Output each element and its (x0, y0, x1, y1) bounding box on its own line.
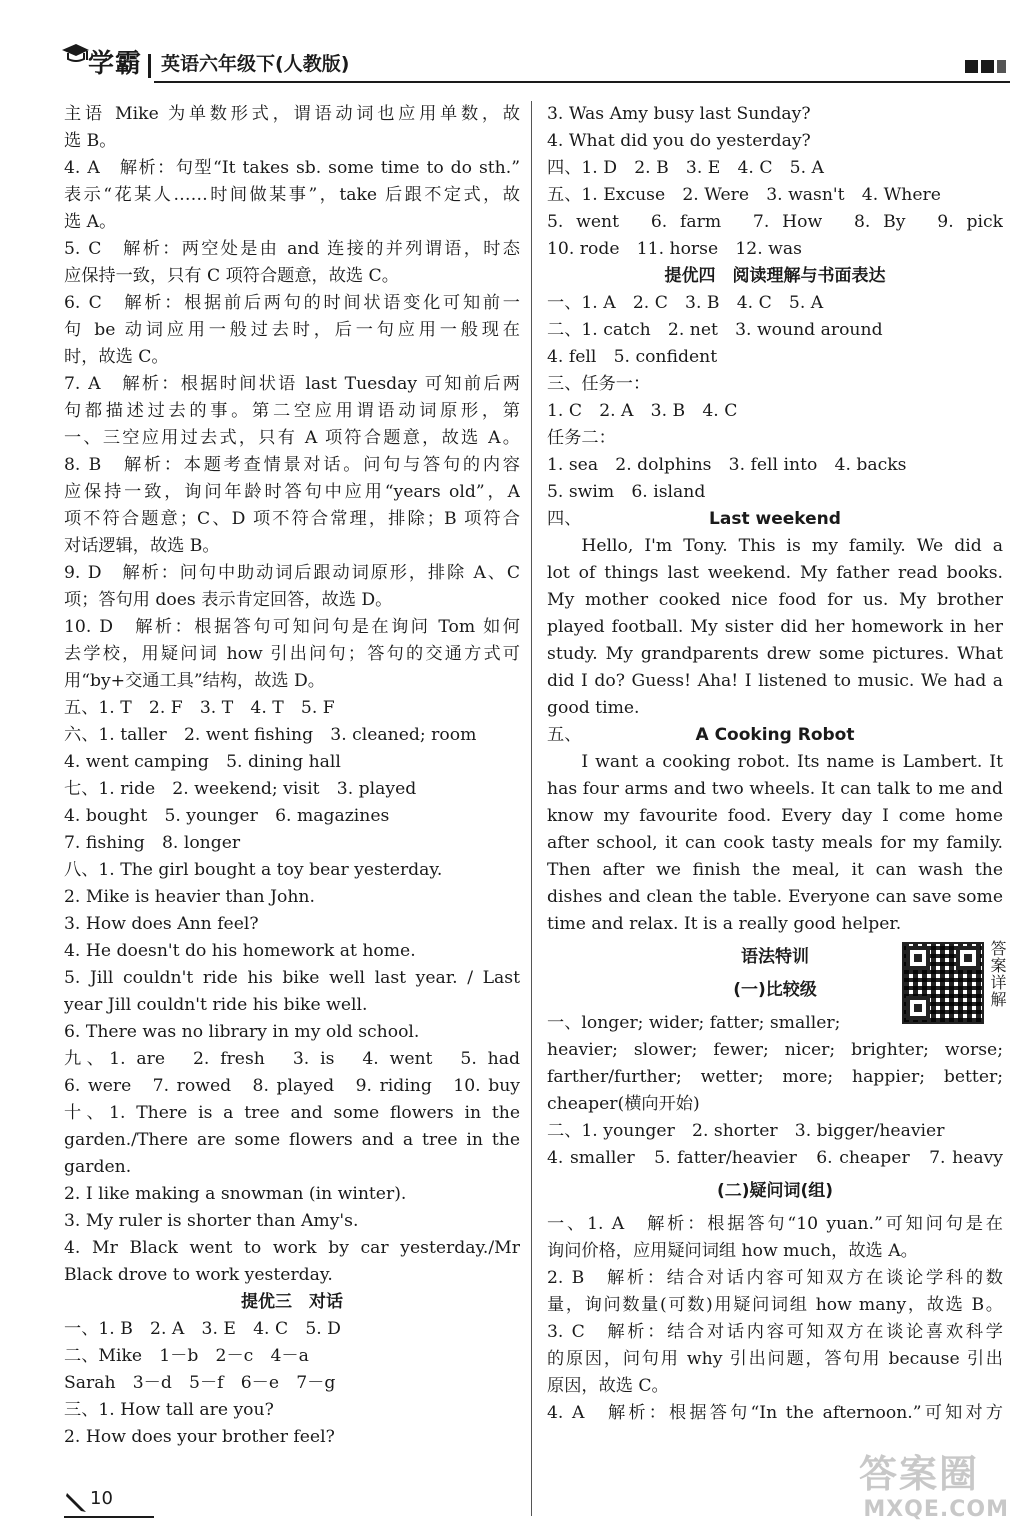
answer-line: 4. A 解析：句型“It takes sb. some time to do sth.” (64, 158, 520, 178)
answer-line: 二、1. catch 2. net 3. wound around (547, 320, 883, 340)
answer-line: 一、三空应用过去式，只有 A 项符合题意，故选 A。 (64, 428, 520, 448)
essay-cooking-robot (547, 722, 1003, 938)
answer-line: 4. He doesn't do his homework at home. (64, 941, 416, 961)
answer-line: 4. bought 5. younger 6. magazines (64, 806, 390, 826)
essay-line: My mother cooked nice food for us. My brother (547, 590, 1003, 610)
answer-line: 句都描述过去的事。第二空应用谓语动词原形，第 (64, 401, 520, 421)
pencil-icon (64, 1490, 88, 1514)
graduation-cap-icon (60, 40, 90, 70)
essay-last-weekend (547, 506, 1003, 722)
answer-line: 提优三 对话 (241, 1292, 343, 1312)
answer-line: 十、1. There is a tree and some flowers in the (64, 1103, 520, 1123)
answer-line: 4. What did you do yesterday? (547, 131, 811, 151)
answer-line: 2. I like making a snowman (in winter). (64, 1184, 407, 1204)
answer-line: 主语 Mike 为单数形式，谓语动词也应用单数，故 (64, 104, 520, 124)
answer-line: 2. How does your brother feel? (64, 1427, 335, 1447)
essay-line: after school, it can cook tasty meals for my family. (547, 833, 1003, 853)
brand-logo (58, 40, 349, 84)
grammar-subtitle-comparatives: (一)比较级 (733, 980, 817, 1000)
footer-rule (64, 1516, 154, 1518)
header-separator (148, 54, 151, 78)
qr-code[interactable] (902, 942, 984, 1024)
answer-line: 任务二： (547, 428, 616, 448)
essay-label: 五、 (547, 725, 582, 745)
answer-line: 句 be 动词应用一般过去时，后一句应用一般现在 (64, 320, 520, 340)
grammar-line: 4. smaller 5. fatter/heavier 6. cheaper 7. heavy (547, 1148, 1003, 1168)
column-divider (531, 101, 532, 1516)
header-decoration (965, 60, 1006, 73)
essay-title: Last weekend (709, 509, 841, 529)
answer-line: 选 A。 (64, 212, 117, 232)
answer-line: 1. C 2. A 3. B 4. C (547, 401, 738, 421)
qr-caption: 答案详解 (988, 940, 1007, 1008)
answer-line: 3. My ruler is shorter than Amy's. (64, 1211, 359, 1231)
answer-line: 7. A 解析：根据时间状语 last Tuesday 可知前后两 (64, 374, 520, 394)
answer-line: 项不符合题意；C、D 项不符合常理，排除；B 项符合 (64, 509, 520, 529)
page-number: 10 (90, 1488, 113, 1509)
answer-line: 5. C 解析：两空处是由 and 连接的并列谓语，时态 (64, 239, 520, 259)
answer-line: 3. Was Amy busy last Sunday? (547, 104, 811, 124)
answer-line: 4. Mr Black went to work by car yesterday./Mr (64, 1238, 520, 1258)
answer-line: Sarah 3－d 5－f 6－e 7－g (64, 1373, 336, 1393)
answer-line: 用“by+交通工具”结构，故选 D。 (64, 671, 325, 691)
answer-line: 七、1. ride 2. weekend; visit 3. played (64, 779, 417, 799)
answer-line: 7. fishing 8. longer (64, 833, 241, 853)
answer-line: 三、任务一： (547, 374, 651, 394)
essay-line: Hello, I'm Tony. This is my family. We did a (581, 536, 1003, 556)
essay-line: did I do? Guess! Aha! I listened to music. We had a (547, 671, 1003, 691)
page-footer (64, 1488, 164, 1518)
answer-line: garden. (64, 1157, 132, 1177)
grammar-line: heavier; slower; fewer; nicer; brighter; worse; (547, 1040, 1003, 1060)
answer-line: garden./There are some flowers and a tree in the (64, 1130, 520, 1150)
answer-line: 6. were 7. rowed 8. played 9. riding 10. buy (64, 1076, 520, 1096)
answer-line: 5. Jill couldn't ride his bike well last year. / Last (64, 968, 520, 988)
grammar-line: 二、1. younger 2. shorter 3. bigger/heavier (547, 1121, 945, 1141)
left-column (64, 101, 520, 1451)
answer-line: 四、1. D 2. B 3. E 4. C 5. A (547, 158, 824, 178)
answer-line: 五、1. T 2. F 3. T 4. T 5. F (64, 698, 335, 718)
answer-line: 应保持一致，询问年龄时答句中应用“years old”，A (64, 482, 520, 502)
answer-line: 4. went camping 5. dining hall (64, 752, 341, 772)
essay-line: know my favourite food. Every day I come home (547, 806, 1003, 826)
grammar-line: 一、1. A 解析：根据答句“10 yuan.”可知问句是在 (547, 1214, 1003, 1234)
essay-line: time and relax. It is a really good helper. (547, 914, 902, 934)
answer-line: 项；答句用 does 表示肯定回答，故选 D。 (64, 590, 393, 610)
answer-line: 去学校，用疑问词 how 引出问句；答句的交通方式可 (64, 644, 520, 664)
answer-line: 九、1. are 2. fresh 3. is 4. went 5. had (64, 1049, 520, 1069)
page-header (58, 40, 1010, 86)
grammar-line: 4. A 解析：根据答句“In the afternoon.”可知对方 (547, 1403, 1003, 1423)
grammar-title: 语法特训 (741, 947, 809, 967)
grammar-line: 2. B 解析：结合对话内容可知双方在谈论学科的数 (547, 1268, 1003, 1288)
answer-line: 5. went 6. farm 7. How 8. By 9. pick (547, 212, 1003, 232)
grammar-subtitle-questions: (二)疑问词(组) (716, 1181, 834, 1201)
answer-line: 2. Mike is heavier than John. (64, 887, 315, 907)
essay-line: played football. My sister did her homework in her (547, 617, 1003, 637)
answer-line: 3. How does Ann feel? (64, 914, 259, 934)
answer-line: 一、1. A 2. C 3. B 4. C 5. A (547, 293, 824, 313)
watermark: 答案圈 MXQE.COM (859, 1452, 1009, 1522)
essay-line: Then after we finish the meal, it can wash the (547, 860, 1003, 880)
brand-name: 学霸 (88, 49, 143, 79)
answer-line: 时，故选 C。 (64, 347, 169, 367)
grammar-line: 一、longer; wider; fatter; smaller; (547, 1013, 841, 1033)
answer-line: 表示“花某人……时间做某事”，take 后跟不定式，故 (64, 185, 520, 205)
answer-line: 8. B 解析：本题考查情景对话。问句与答句的内容 (64, 455, 520, 475)
answer-line: 4. fell 5. confident (547, 347, 718, 367)
essay-title: A Cooking Robot (695, 725, 855, 745)
answer-line: 6. C 解析：根据前后两句的时间状语变化可知前一 (64, 293, 520, 313)
book-title: 英语六年级下(人教版) (161, 53, 350, 75)
answer-line: 二、Mike 1－b 2－c 4－a (64, 1346, 309, 1366)
answer-line: 1. sea 2. dolphins 3. fell into 4. backs (547, 455, 907, 475)
grammar-line: 原因，故选 C。 (547, 1376, 669, 1396)
grammar-line: 的原因，问句用 why 引出问题，答句用 because 引出 (547, 1349, 1003, 1369)
answer-line: 八、1. The girl bought a toy bear yesterday. (64, 860, 443, 880)
answer-line: 提优四 阅读理解与书面表达 (664, 266, 886, 286)
grammar-line: cheaper(横向开始) (547, 1094, 700, 1114)
essay-label: 四、 (547, 509, 582, 529)
answer-line: 10. D 解析：根据答句可知问句是在询问 Tom 如何 (64, 617, 520, 637)
answer-line: 六、1. taller 2. went fishing 3. cleaned; room (64, 725, 477, 745)
answer-line: 6. There was no library in my old school. (64, 1022, 420, 1042)
right-column (547, 101, 1007, 1427)
answer-line: 5. swim 6. island (547, 482, 706, 502)
answer-line: 对话逻辑，故选 B。 (64, 536, 220, 556)
essay-line: lot of things last weekend. My father read books. (547, 563, 1003, 583)
answer-line: year Jill couldn't ride his bike well. (64, 995, 368, 1015)
answer-line: 一、1. B 2. A 3. E 4. C 5. D (64, 1319, 341, 1339)
grammar-section (547, 938, 1007, 1427)
grammar-line: 3. C 解析：结合对话内容可知双方在谈论喜欢科学 (547, 1322, 1003, 1342)
answer-line: 五、1. Excuse 2. Were 3. wasn't 4. Where (547, 185, 941, 205)
answer-line: 9. D 解析：问句中助动词后跟动词原形，排除 A、C (64, 563, 520, 583)
essay-line: study. My grandparents drew some pictures. What (547, 644, 1003, 664)
essay-line: has four arms and two wheels. It can talk to me and (547, 779, 1003, 799)
grammar-line: farther/further; wetter; more; happier; better; (547, 1067, 1003, 1087)
essay-line: dishes and clean the table. Everyone can save some (547, 887, 1003, 907)
grammar-line: 询问价格，应用疑问词组 how much，故选 A。 (547, 1241, 918, 1261)
header-rule (154, 81, 1010, 83)
answer-line: 三、1. How tall are you? (64, 1400, 274, 1420)
essay-line: I want a cooking robot. Its name is Lambert. It (581, 752, 1003, 772)
answer-line: 10. rode 11. horse 12. was (547, 239, 802, 259)
essay-line: good time. (547, 698, 640, 718)
grammar-line: 量，询问数量(可数)用疑问词组 how many，故选 B。 (547, 1295, 1003, 1315)
answer-line: Black drove to work yesterday. (64, 1265, 333, 1285)
answer-line: 应保持一致，只有 C 项符合题意，故选 C。 (64, 266, 399, 286)
answer-line: 选 B。 (64, 131, 117, 151)
